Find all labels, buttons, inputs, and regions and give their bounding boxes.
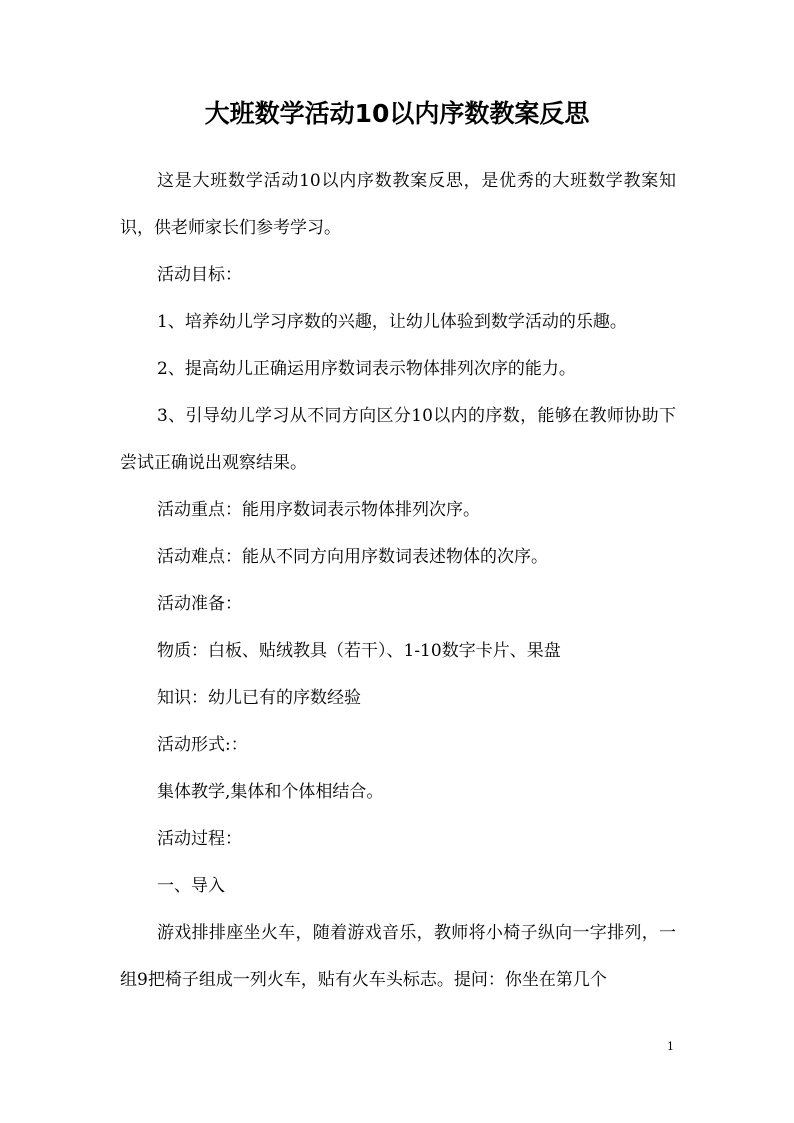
document-title: 大班数学活动10以内序数教案反思 (204, 99, 590, 128)
key-point: 活动重点：能用序数词表示物体排列次序。 (157, 500, 480, 520)
goal-item-3: 3、引导幼儿学习从不同方向区分10以内的序数，能够在教师协助下尝试正确说出观察结果。 (120, 406, 676, 473)
intro-paragraph: 这是大班数学活动10以内序数教案反思，是优秀的大班数学教案知识，供老师家长们参考学习。 (120, 171, 676, 238)
goal-item-1: 1、培养幼儿学习序数的兴趣，让幼儿体验到数学活动的乐趣。 (157, 312, 627, 332)
format-line: 集体教学,集体和个体相结合。 (157, 782, 384, 802)
difficult-point: 活动难点：能从不同方向用序数词表述物体的次序。 (157, 547, 548, 567)
document-body (120, 158, 676, 1004)
goal-item-2: 2、提高幼儿正确运用序数词表示物体排列次序的能力。 (157, 359, 576, 379)
materials-line: 物质：白板、贴绒教具（若干）、1-10数字卡片、果盘 (157, 641, 561, 661)
process-heading: 活动过程： (157, 829, 242, 849)
knowledge-line: 知识：幼儿已有的序数经验 (157, 688, 361, 708)
game-paragraph: 游戏排排座坐火车，随着游戏音乐，教师将小椅子纵向一字排列，一组9把椅子组成一列火车，贴有火车头标志。提问：你坐在第几个 (120, 923, 676, 990)
format-heading: 活动形式:： (157, 735, 248, 755)
section-heading-intro: 一、导入 (157, 876, 225, 896)
preparation-heading: 活动准备： (157, 594, 242, 614)
goals-heading: 活动目标： (157, 265, 242, 285)
page-number: 1 (667, 1040, 674, 1053)
